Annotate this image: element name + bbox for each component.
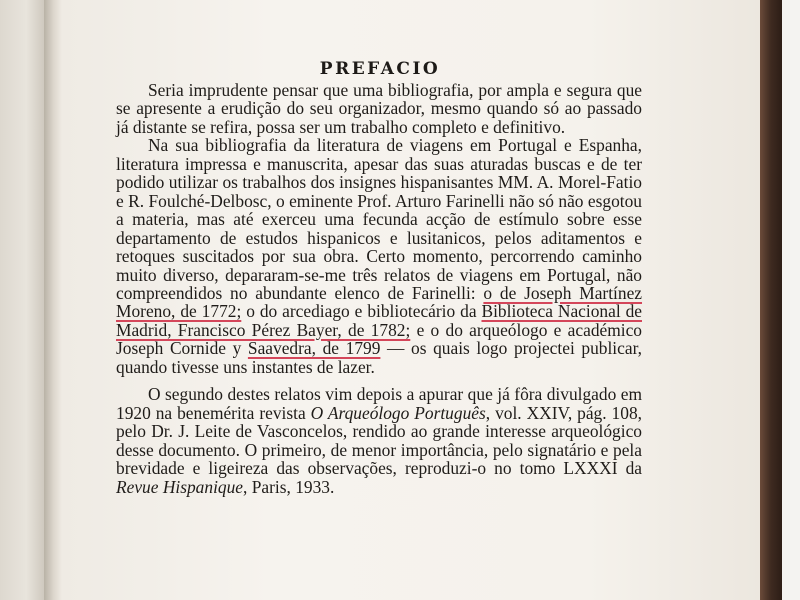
- text-run: Na sua bibliografia da literatura de viagens em Portugal e Espanha, literatura impressa e manuscrita, apesar das suas aturadas buscas e de ter podido utilizar os trabalhos dos insignes hispanisantes MM. A. Morel-Fatio e R. Foulché-Delbosc, o eminente Prof. Arturo Farinelli não só não esgotou a materia, mas até exerceu uma fecunda acção de estímulo sobre esse departamento de estudos hispanicos e lusitanicos, pelos aditamentos e retoques suscitados por sua obra. Certo momento, percorrendo caminho muito diverso, depararam-se-me três relatos de viagens em Portugal, não compreendidos no abundante elenco de Farinelli:: [116, 135, 642, 303]
- underlined-passage: Biblioteca Nacional de Madrid, Francisco Pérez Bayer, de 1782;: [116, 301, 642, 340]
- text-run: , Paris, 1933.: [243, 476, 335, 497]
- underlined-passage: o de Joseph Martínez Moreno, de 1772;: [116, 282, 643, 322]
- italic-title: Revue Hispanique: [116, 476, 244, 497]
- text-run: e o do arqueólogo e académico Joseph Cornide y: [116, 319, 643, 359]
- italic-title: O Arqueólogo Português: [310, 402, 486, 423]
- book-gutter: [44, 0, 62, 600]
- underlined-passage: Saavedra, de 1799: [247, 338, 381, 359]
- facing-page: [0, 0, 44, 600]
- body-text: [116, 81, 642, 496]
- text-run: Seria imprudente pensar que uma bibliografia, por ampla e segura que se apresente a erudição do seu organizador, mesmo quando só ao passado já distante se refira, possa ser um trabalho completo e definitivo.: [116, 80, 642, 137]
- paragraph-2: [116, 136, 642, 376]
- page-title: PREFACIO: [319, 59, 441, 80]
- text-run: — os quais logo projectei publicar, quando tivesse uns instantes de lazer.: [116, 338, 643, 377]
- text-run: , vol. XXIV, pág. 108, pelo Dr. J. Leite de Vasconcelos, rendido ao grande interesse arqueológico desse documento. O primeiro, de menor importância, pelo signatário e pela brevidade e ligeireza das observações, reproduzi-o no tomo LXXXI da: [116, 402, 642, 479]
- text-run: O segundo destes relatos vim depois a apurar que já fôra divulgado em 1920 na benemérita revista: [116, 384, 642, 423]
- paragraph-1: [116, 81, 642, 136]
- backdrop: [782, 0, 800, 600]
- book-cover-edge: [760, 0, 782, 600]
- paragraph-3: [116, 385, 642, 496]
- text-run: o do arcediago e bibliotecário da: [241, 301, 482, 322]
